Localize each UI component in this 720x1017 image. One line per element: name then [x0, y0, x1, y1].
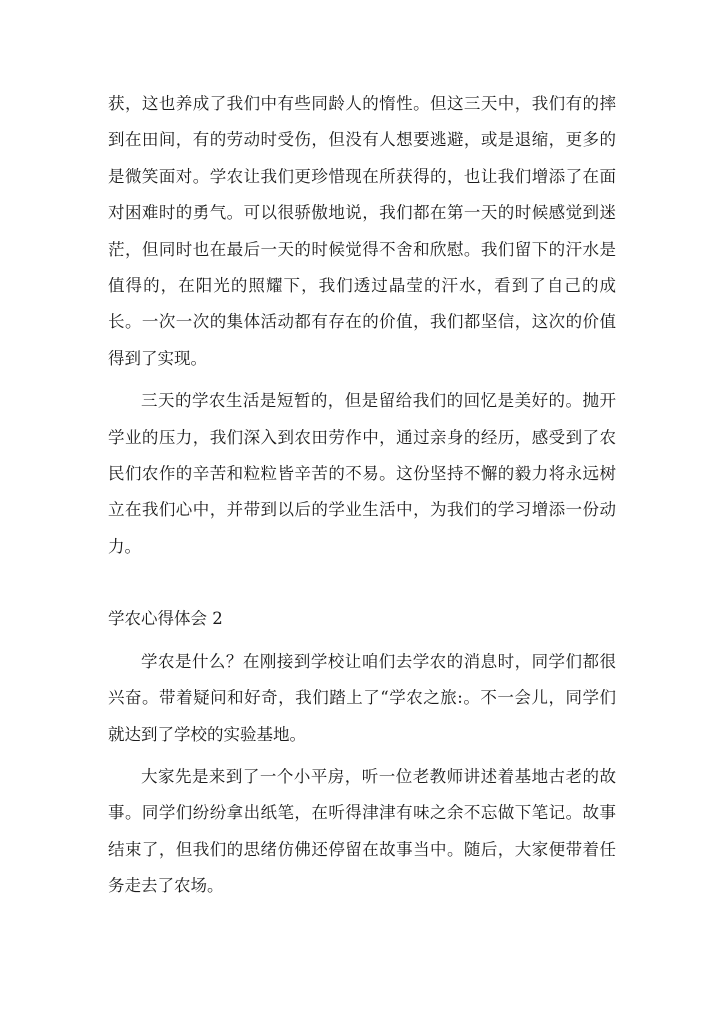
document-body — [108, 86, 616, 905]
section-title: 学农心得体会 2 — [108, 609, 223, 629]
paragraph-story: 大家先是来到了一个小平房，听一位老教师讲述着基地古老的故事。同学们纷纷拿出纸笔，在听得津津有味之余不忘做下笔记。故事结束了，但我们的思绪仿佛还停留在故事当中。随后，大家便带着任务走去了农场。 — [108, 766, 616, 896]
paragraph-conclusion: 三天的学农生活是短暂的，但是留给我们的回忆是美好的。抛开学业的压力，我们深入到农田劳作中，通过亲身的经历，感受到了农民们农作的辛苦和粒粒皆辛苦的不易。这份坚持不懈的毅力将永远树立在我们心中，并带到以后的学业生活中，为我们的学习增添一份动力。 — [108, 391, 616, 556]
section-gap — [108, 565, 616, 601]
paragraph-intro: 学农是什么？在刚接到学校让咱们去学农的消息时，同学们都很兴奋。带着疑问和好奇，我们踏上了“学农之旅:。不一会儿，同学们就达到了学校的实验基地。 — [108, 651, 616, 744]
paragraph-continuation: 获，这也养成了我们中有些同龄人的惰性。但这三天中，我们有的摔到在田间，有的劳动时受伤，但没有人想要逃避，或是退缩，更多的是微笑面对。学农让我们更珍惜现在所获得的，也让我们增添了在面对困难时的勇气。可以很骄傲地说，我们都在第一天的时候感觉到迷茫，但同时也在最后一天的时候觉得不舍和欣慰。我们留下的汗水是值得的，在阳光的照耀下，我们透过晶莹的汗水，看到了自己的成长。一次一次的集体活动都有存在的价值，我们都坚信，这次的价值得到了实现。 — [108, 94, 616, 368]
